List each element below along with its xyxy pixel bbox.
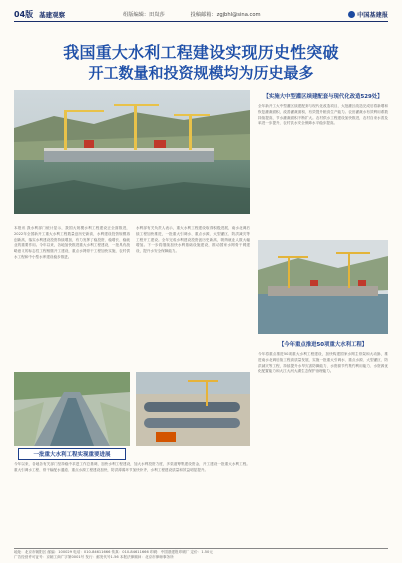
page-number: 04版 [14, 9, 34, 19]
footer-line-2: 广告经营许可证号：京朝工商广字第0001号 发行：邮发代号1-56 本报法律顾问：北京市律师事务所 [14, 555, 174, 559]
subhead-irrigation: 【实施大中型灌区续建配套与现代化改造529处】 [263, 94, 383, 100]
dam-construction-illustration [14, 90, 250, 214]
logo-icon [348, 11, 355, 18]
body-column-3: 今年以来，各地各有关部门坚持稳中求进工作总基调，加快水利工程建设，加大水利投资力度，多渠道筹集建设资金，开工建设一批重大水利工程。重大引调水工程、骨干输配水通道、重点水源工程建设加快，防洪薄弱环节加快补齐，水利工程建设质量和效益明显提升。 [14, 462, 250, 472]
dam-construction-photo [14, 90, 250, 214]
headline: 我国重大水利工程建设实现历史性突破 [63, 43, 339, 62]
body-irrigation: 全年新开工大中型灌区续建配套与现代化改造项目，大批灌区改造完成后将新增和恢复灌溉面积，改善灌溉面积，有效提升粮食生产能力。农田灌溉水有效利用系数持续提高，节水灌溉面积不断扩大。农村供水工程建设加快推进，农村自来水普及率进一步提升，农村饮水安全保障水平稳步提高。 [258, 104, 388, 126]
page-header [14, 8, 388, 20]
column-name: 基建观察 [39, 10, 66, 19]
canal-photo [14, 372, 130, 446]
newspaper-logo [348, 10, 388, 19]
newspaper-name: 中国基建报 [357, 11, 388, 19]
reservoir-illustration [258, 240, 388, 334]
footer-line-1: 地址：北京市朝阳区 邮编：100029 电话：010-84611666 传真：010-84611666 印刷：中国基建报印刷厂 定价：1.50元 [14, 550, 213, 554]
pipeline-photo [136, 372, 250, 446]
lead-paragraph: 本报讯 我水利部门统计显示，我国大规模水利工程建设正全面推进，2022年全国新开工重大水利工程数量创历史新高，水利建设投资规模再创新高，落实水利建设投资持续增加，有力发挥了稳投资、稳增长、稳就业的重要作用。今年以来，各地加快推进重大水利工程建设，一批具有战略意义的标志性工程相继开工建设，重点水网骨干工程加快实施，农村供水工程和中小型水库建设稳步推进。 [14, 226, 130, 259]
body-column-2: 水利部有关负责人表示，重大水利工程建设取得积极进展，南水北调后续工程加快推进，一批重大引调水、重点水源、大型灌区、防洪减灾等工程开工建设。全年完成水利建设投资创历史新高，吸纳就业人数大幅增加。下一步将继续加快水利基础设施建设，推动国家水网骨干网建设，提升水安全保障能力。 [136, 226, 250, 254]
subheadline: 开工数量和投资规模均为历史最多 [88, 64, 314, 82]
canal-illustration [14, 372, 130, 446]
subhead-key-projects: 【今年重点推进50项重大水利工程】 [278, 342, 368, 348]
header-rule [14, 21, 388, 22]
submission-email: 投稿邮箱：zgjbhl@sina.com [190, 11, 261, 18]
page-footer [14, 550, 388, 560]
editor-credit: 组版编辑：田岚莎 [123, 11, 165, 18]
body-key-projects: 今年将重点推进50项重大水利工程建设，加快构建国家水网主骨架和大动脉，推进南水北调后续工程高质量发展，实施一批重大引调水、重点水源、大型灌区、防洪减灾等工程，持续提升水旱灾害防御能力、水资源节约集约利用能力、水资源优化配置能力和大江大河大湖生态保护治理能力。 [258, 352, 388, 374]
footer-rule [14, 548, 388, 549]
reservoir-photo [258, 240, 388, 334]
pipeline-illustration [136, 372, 250, 446]
photo-caption: 一批重大水利工程实现重要进展 [18, 448, 126, 460]
